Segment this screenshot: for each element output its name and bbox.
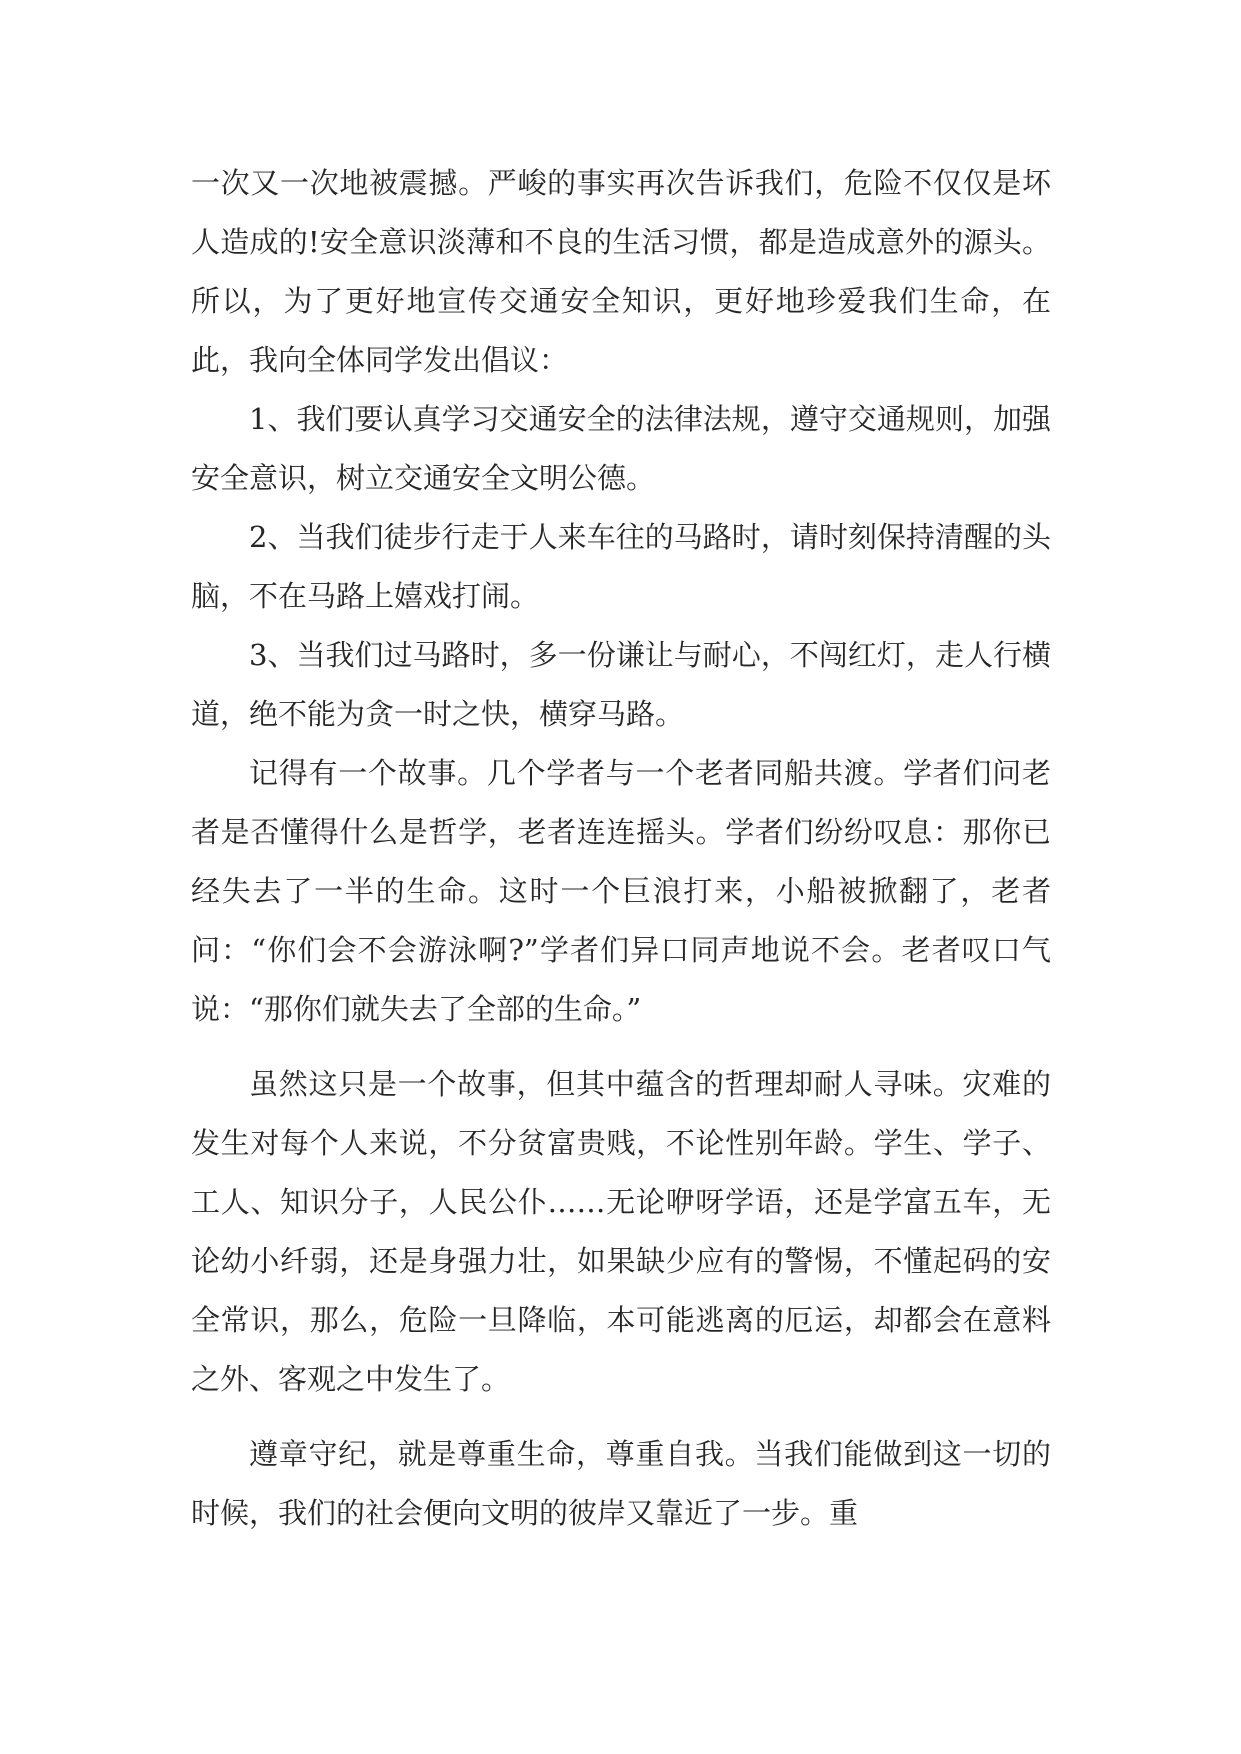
paragraph-item-3: 3、当我们过马路时，多一份谦让与耐心，不闯红灯，走人行横道，绝不能为贪一时之快，横穿马路。 (191, 638, 1051, 731)
paragraph-intro: 一次又一次地被震撼。严峻的事实再次告诉我们，危险不仅仅是坏人造成的!安全意识淡薄和不良的生活习惯，都是造成意外的源头。所以，为了更好地宣传交通安全知识，更好地珍爱我们生命，在此，我向全体同学发出倡议： (191, 166, 1051, 377)
paragraph-conclusion: 遵章守纪，就是尊重生命，尊重自我。当我们能做到这一切的时候，我们的社会便向文明的彼岸又靠近了一步。重 (191, 1437, 1051, 1530)
paragraph-story: 记得有一个故事。几个学者与一个老者同船共渡。学者们问老者是否懂得什么是哲学，老者连连摇头。学者们纷纷叹息：那你已经失去了一半的生命。这时一个巨浪打来，小船被掀翻了，老者问：“你们会不会游泳啊?”学者们异口同声地说不会。老者叹口气说：“那你们就失去了全部的生命。” (191, 756, 1051, 1026)
paragraph-item-1: 1、我们要认真学习交通安全的法律法规，遵守交通规则，加强安全意识，树立交通安全文明公德。 (191, 402, 1051, 495)
paragraph-item-2: 2、当我们徒步行走于人来车往的马路时，请时刻保持清醒的头脑，不在马路上嬉戏打闹。 (191, 520, 1051, 613)
paragraph-reflection: 虽然这只是一个故事，但其中蕴含的哲理却耐人寻味。灾难的发生对每个人来说，不分贫富贵贱，不论性别年龄。学生、学子、工人、知识分子，人民公仆……无论咿呀学语，还是学富五车，无论幼小纤弱，还是身强力壮，如果缺少应有的警惕，不懂起码的安全常识，那么，危险一旦降临，本可能逃离的厄运，却都会在意料之外、客观之中发生了。 (191, 1067, 1051, 1396)
document-body (191, 154, 1051, 1543)
